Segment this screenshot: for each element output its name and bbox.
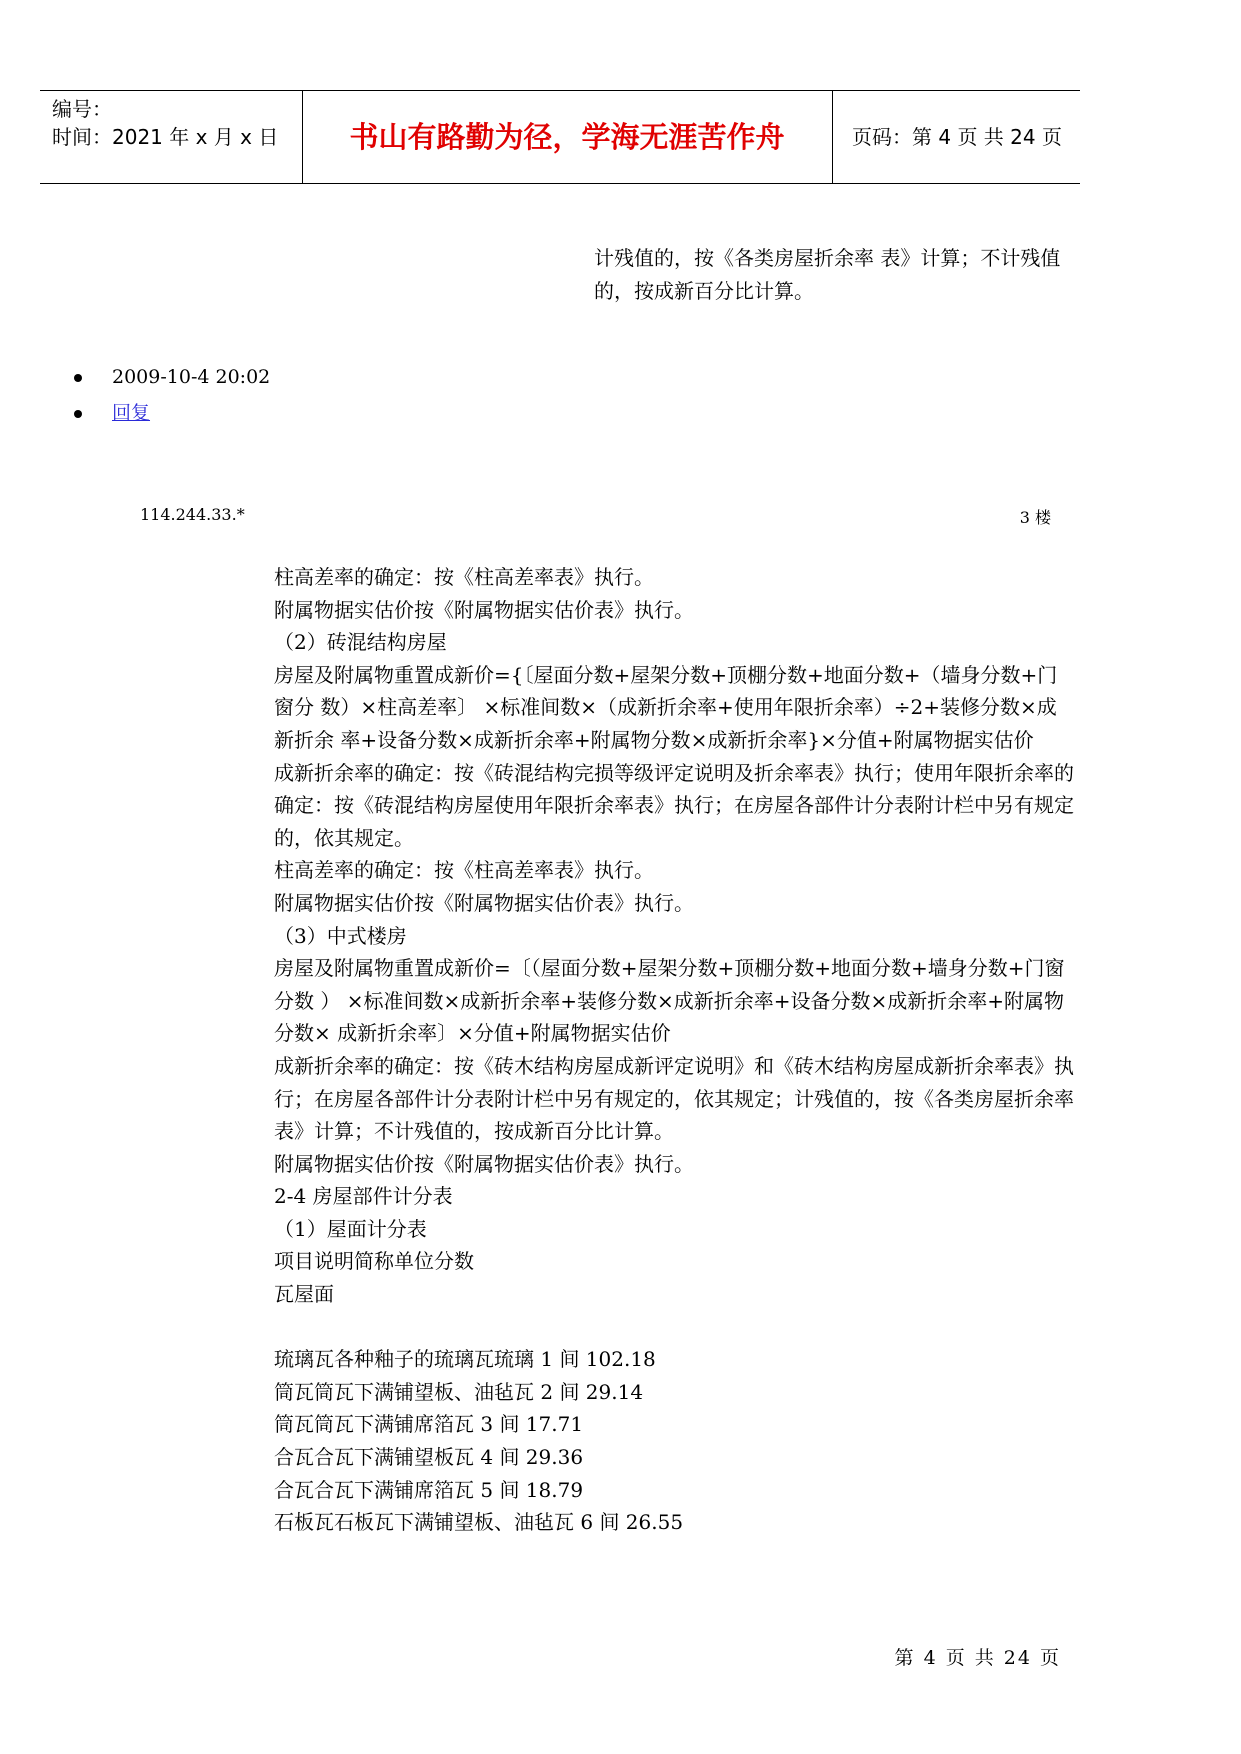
body-line: 合瓦合瓦下满铺席箔瓦 5 间 18.79 bbox=[274, 1477, 584, 1502]
page-footer: 第 4 页 共 24 页 bbox=[894, 1647, 1061, 1669]
body-line: （3）中式楼房 bbox=[274, 923, 407, 948]
body-line: 房屋及附属物重置成新价={〔屋面分数+屋架分数+顶棚分数+地面分数+（墙身分数+门窗分 数）×柱高差率〕 ×标准间数×（成新折余率+使用年限折余率）÷2+装修分数×成新折余 率+设备分数×成新折余率+附属物分数×成新折余率}×分值+附属物据实估价 bbox=[274, 662, 1058, 752]
intro-paragraph: 计残值的，按《各类房屋折余率 表》计算；不计残值的，按成新百分比计算。 bbox=[594, 246, 1061, 303]
body-line: 附属物据实估价按《附属物据实估价表》执行。 bbox=[274, 597, 694, 622]
body-line: 附属物据实估价按《附属物据实估价表》执行。 bbox=[274, 1151, 694, 1176]
body-line: 项目说明简称单位分数 bbox=[274, 1249, 474, 1274]
bullet-icon bbox=[74, 410, 82, 418]
body-line: （2）砖混结构房屋 bbox=[274, 630, 447, 655]
body-line: 筒瓦筒瓦下满铺席箔瓦 3 间 17.71 bbox=[274, 1412, 584, 1437]
header-page-number: 页码：第 4 页 共 24 页 bbox=[852, 125, 1062, 149]
document-time-label: 时间：2021 年 x 月 x 日 bbox=[52, 125, 279, 149]
page-header bbox=[40, 90, 1080, 184]
header-motto: 书山有路勤为径，学海无涯苦作舟 bbox=[349, 120, 785, 154]
body-line: 柱高差率的确定：按《柱高差率表》执行。 bbox=[274, 565, 654, 589]
post-datetime-item bbox=[74, 366, 270, 388]
header-divider-right bbox=[832, 91, 833, 183]
header-info bbox=[52, 91, 302, 183]
body-line: 合瓦合瓦下满铺望板瓦 4 间 29.36 bbox=[274, 1445, 584, 1470]
body-line: 成新折余率的确定：按《砖木结构房屋成新评定说明》和《砖木结构房屋成新折余率表》执 行；在房屋各部件计分表附计栏中另有规定的，依其规定；计残值的，按《各类房屋折余率 表》计算；不计残值的，按成新百分比计算。 bbox=[274, 1053, 1074, 1144]
body-line: 柱高差率的确定：按《柱高差率表》执行。 bbox=[274, 858, 654, 883]
post-datetime: 2009-10-4 20:02 bbox=[112, 366, 271, 388]
body-line: 琉璃瓦各种釉子的琉璃瓦琉璃 1 间 102.18 bbox=[274, 1347, 656, 1372]
reply-link[interactable]: 回复 bbox=[112, 402, 151, 424]
document-number-label: 编号： bbox=[52, 97, 112, 121]
body-line: 成新折余率的确定：按《砖混结构完损等级评定说明及折余率表》执行；使用年限折余率的 确定：按《砖混结构房屋使用年限折余率表》执行；在房屋各部件计分表附计栏中另有规定 的，依其规定。 bbox=[274, 760, 1074, 850]
post-ip: 114.244.33.* bbox=[140, 505, 245, 524]
post-body bbox=[274, 561, 1074, 1539]
body-line: 筒瓦筒瓦下满铺望板、油毡瓦 2 间 29.14 bbox=[274, 1379, 644, 1404]
post-floor: 3 楼 bbox=[1019, 508, 1051, 527]
body-line: 附属物据实估价按《附属物据实估价表》执行。 bbox=[274, 890, 694, 915]
bullet-icon bbox=[74, 374, 82, 382]
body-line: 瓦屋面 bbox=[274, 1282, 334, 1307]
reply-item bbox=[74, 398, 150, 425]
body-line: 石板瓦石板瓦下满铺望板、油毡瓦 6 间 26.55 bbox=[274, 1510, 684, 1535]
body-line: 2-4 房屋部件计分表 bbox=[274, 1184, 453, 1209]
blank-line bbox=[274, 1311, 1074, 1344]
body-line: （1）屋面计分表 bbox=[274, 1216, 427, 1241]
body-line: 房屋及附属物重置成新价=〔（屋面分数+屋架分数+顶棚分数+地面分数+墙身分数+门窗分数 ） ×标准间数×成新折余率+装修分数×成新折余率+设备分数×成新折余率+附属物分数× 成新折余率〕×分值+附属物据实估价 bbox=[274, 956, 1065, 1046]
